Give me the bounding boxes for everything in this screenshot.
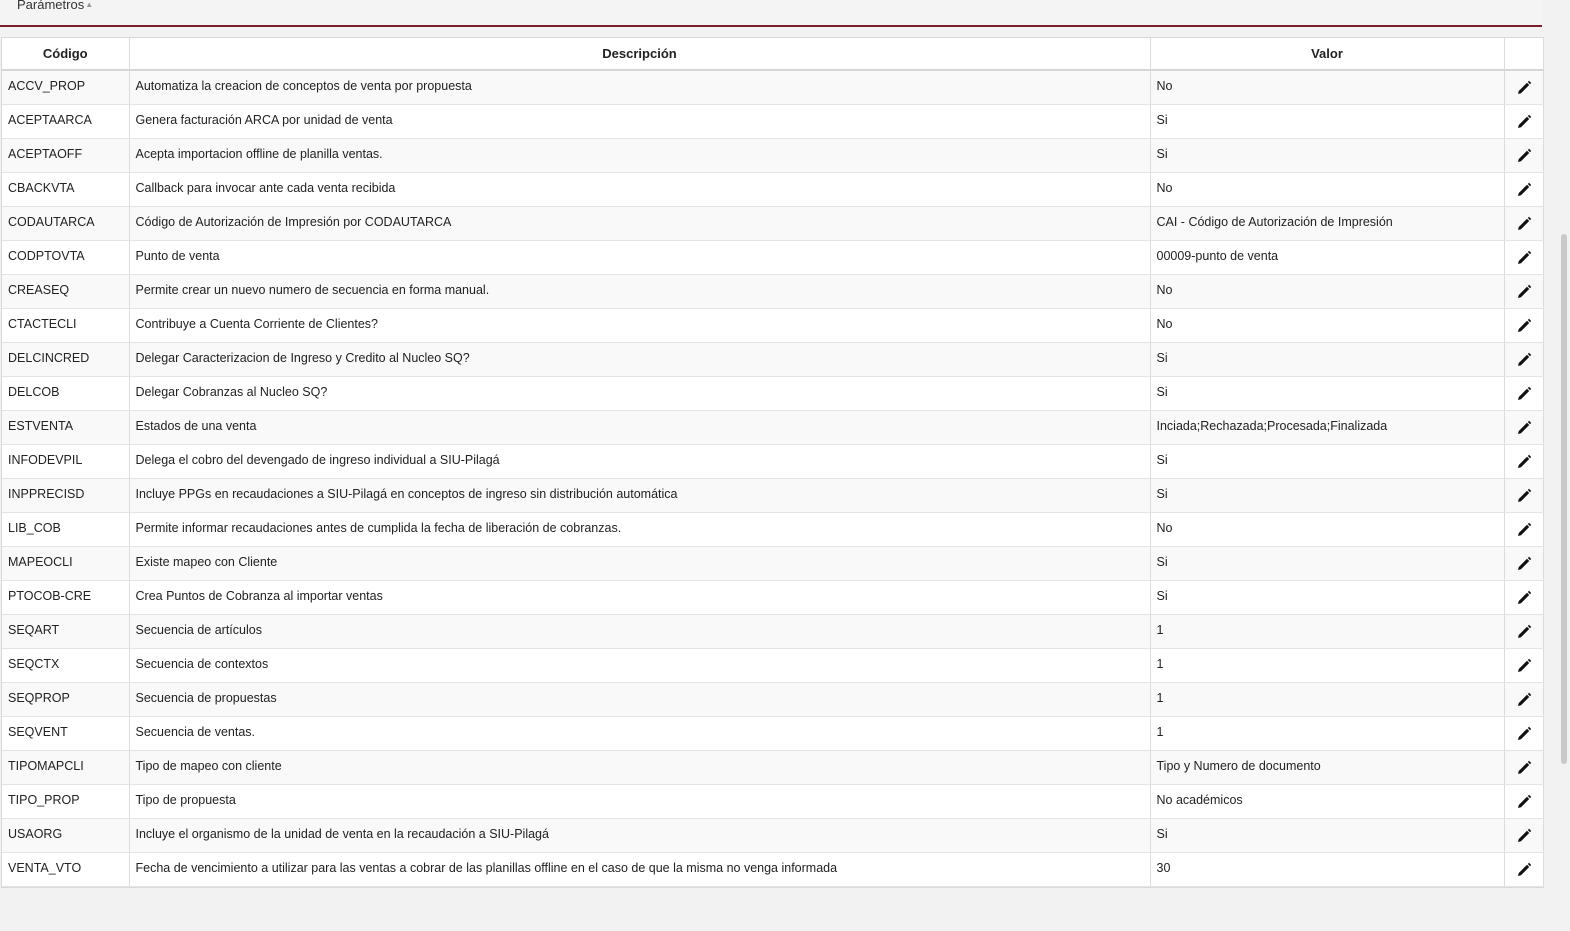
cell-actions [1504, 104, 1543, 138]
cell-descripcion: Genera facturación ARCA por unidad de venta [129, 104, 1150, 138]
cell-descripcion: Automatiza la creacion de conceptos de venta por propuesta [129, 70, 1150, 104]
edit-button[interactable] [1515, 624, 1533, 642]
panel-title-label: Parámetros [17, 0, 85, 12]
cell-actions [1504, 648, 1543, 682]
cell-valor: No [1150, 70, 1504, 104]
cell-valor: Si [1150, 104, 1504, 138]
pencil-icon [1516, 765, 1532, 779]
edit-button[interactable] [1515, 182, 1533, 200]
edit-button[interactable] [1515, 488, 1533, 506]
cell-valor: No [1150, 308, 1504, 342]
cell-descripcion: Secuencia de artículos [129, 614, 1150, 648]
cell-descripcion: Tipo de mapeo con cliente [129, 750, 1150, 784]
pencil-icon [1516, 731, 1532, 745]
cell-valor: Si [1150, 546, 1504, 580]
cell-actions [1504, 852, 1543, 886]
edit-button[interactable] [1515, 726, 1533, 744]
pencil-icon [1516, 459, 1532, 473]
cell-actions [1504, 614, 1543, 648]
cell-descripcion: Existe mapeo con Cliente [129, 546, 1150, 580]
cell-actions [1504, 138, 1543, 172]
table-row[interactable] [2, 206, 1543, 240]
edit-button[interactable] [1515, 216, 1533, 234]
parameters-table [2, 38, 1544, 887]
cell-valor: 30 [1150, 852, 1504, 886]
edit-button[interactable] [1515, 522, 1533, 540]
column-header-codigo[interactable]: Código [2, 38, 129, 70]
table-row[interactable] [2, 852, 1543, 886]
cell-codigo: DELCINCRED [2, 342, 129, 376]
cell-codigo: CREASEQ [2, 274, 129, 308]
cell-codigo: SEQPROP [2, 682, 129, 716]
cell-codigo: DELCOB [2, 376, 129, 410]
cell-codigo: INFODEVPIL [2, 444, 129, 478]
cell-valor: 1 [1150, 682, 1504, 716]
cell-actions [1504, 750, 1543, 784]
cell-descripcion: Crea Puntos de Cobranza al importar ventas [129, 580, 1150, 614]
pencil-icon [1516, 323, 1532, 337]
edit-button[interactable] [1515, 250, 1533, 268]
cell-actions [1504, 580, 1543, 614]
cell-descripcion: Incluye PPGs en recaudaciones a SIU-Pilagá en conceptos de ingreso sin distribución automática [129, 478, 1150, 512]
parameters-grid [1, 37, 1544, 888]
cell-actions [1504, 444, 1543, 478]
column-header-valor[interactable]: Valor [1150, 38, 1504, 70]
edit-button[interactable] [1515, 794, 1533, 812]
cell-descripcion: Estados de una venta [129, 410, 1150, 444]
pencil-icon [1516, 255, 1532, 269]
table-row[interactable] [2, 716, 1543, 750]
cell-actions [1504, 682, 1543, 716]
cell-codigo: VENTA_VTO [2, 852, 129, 886]
cell-descripcion: Contribuye a Cuenta Corriente de Clientes? [129, 308, 1150, 342]
cell-valor: No académicos [1150, 784, 1504, 818]
cell-codigo: TIPOMAPCLI [2, 750, 129, 784]
pencil-icon [1516, 697, 1532, 711]
cell-actions [1504, 70, 1543, 104]
cell-descripcion: Punto de venta [129, 240, 1150, 274]
cell-descripcion: Incluye el organismo de la unidad de venta en la recaudación a SIU-Pilagá [129, 818, 1150, 852]
table-row[interactable] [2, 410, 1543, 444]
table-row[interactable] [2, 682, 1543, 716]
table-row[interactable] [2, 750, 1543, 784]
cell-codigo: MAPEOCLI [2, 546, 129, 580]
cell-valor: Si [1150, 580, 1504, 614]
table-row[interactable] [2, 444, 1543, 478]
cell-actions [1504, 240, 1543, 274]
pencil-icon [1516, 595, 1532, 609]
cell-codigo: ACEPTAOFF [2, 138, 129, 172]
table-row[interactable] [2, 580, 1543, 614]
column-header-descripcion[interactable]: Descripción [129, 38, 1150, 70]
cell-valor: Si [1150, 138, 1504, 172]
edit-button[interactable] [1515, 692, 1533, 710]
table-row[interactable] [2, 240, 1543, 274]
pencil-icon [1516, 629, 1532, 643]
cell-codigo: SEQART [2, 614, 129, 648]
sort-caret-icon: ▲ [85, 0, 94, 9]
cell-codigo: ACCV_PROP [2, 70, 129, 104]
table-row[interactable] [2, 104, 1543, 138]
cell-actions [1504, 546, 1543, 580]
cell-descripcion: Secuencia de contextos [129, 648, 1150, 682]
edit-button[interactable] [1515, 556, 1533, 574]
edit-button[interactable] [1515, 760, 1533, 778]
panel-header [0, 0, 1542, 27]
cell-valor: 00009-punto de venta [1150, 240, 1504, 274]
column-header-actions [1504, 38, 1543, 70]
cell-actions [1504, 342, 1543, 376]
pencil-icon [1516, 187, 1532, 201]
cell-descripcion: Tipo de propuesta [129, 784, 1150, 818]
cell-valor: 1 [1150, 648, 1504, 682]
cell-valor: Si [1150, 478, 1504, 512]
cell-actions [1504, 410, 1543, 444]
panel-title[interactable] [17, 0, 93, 12]
cell-actions [1504, 818, 1543, 852]
cell-actions [1504, 172, 1543, 206]
cell-actions [1504, 478, 1543, 512]
table-row[interactable] [2, 274, 1543, 308]
cell-actions [1504, 376, 1543, 410]
cell-valor: Si [1150, 342, 1504, 376]
pencil-icon [1516, 561, 1532, 575]
edit-button[interactable] [1515, 862, 1533, 880]
pencil-icon [1516, 493, 1532, 507]
pencil-icon [1516, 85, 1532, 99]
edit-button[interactable] [1515, 590, 1533, 608]
pencil-icon [1516, 391, 1532, 405]
cell-valor: Tipo y Numero de documento [1150, 750, 1504, 784]
cell-actions [1504, 206, 1543, 240]
table-row[interactable] [2, 614, 1543, 648]
cell-descripcion: Código de Autorización de Impresión por CODAUTARCA [129, 206, 1150, 240]
table-row[interactable] [2, 784, 1543, 818]
cell-valor: Si [1150, 818, 1504, 852]
table-row[interactable] [2, 138, 1543, 172]
cell-codigo: CTACTECLI [2, 308, 129, 342]
table-row[interactable] [2, 308, 1543, 342]
cell-descripcion: Delegar Cobranzas al Nucleo SQ? [129, 376, 1150, 410]
table-row[interactable] [2, 172, 1543, 206]
edit-button[interactable] [1515, 318, 1533, 336]
pencil-icon [1516, 425, 1532, 439]
table-row[interactable] [2, 512, 1543, 546]
table-header-row [2, 38, 1543, 70]
cell-descripcion: Secuencia de propuestas [129, 682, 1150, 716]
cell-codigo: TIPO_PROP [2, 784, 129, 818]
cell-descripcion: Fecha de vencimiento a utilizar para las ventas a cobrar de las planillas offline en el caso de que la misma no venga informada [129, 852, 1150, 886]
cell-codigo: SEQVENT [2, 716, 129, 750]
cell-valor: CAI - Código de Autorización de Impresión [1150, 206, 1504, 240]
table-row[interactable] [2, 546, 1543, 580]
cell-valor: Inciada;Rechazada;Procesada;Finalizada [1150, 410, 1504, 444]
table-row[interactable] [2, 342, 1543, 376]
table-row[interactable] [2, 648, 1543, 682]
cell-codigo: CBACKVTA [2, 172, 129, 206]
pencil-icon [1516, 289, 1532, 303]
cell-codigo: CODPTOVTA [2, 240, 129, 274]
cell-valor: No [1150, 274, 1504, 308]
vertical-scrollbar[interactable] [1561, 234, 1567, 764]
cell-descripcion: Permite crear un nuevo numero de secuencia en forma manual. [129, 274, 1150, 308]
edit-button[interactable] [1515, 658, 1533, 676]
cell-codigo: LIB_COB [2, 512, 129, 546]
cell-valor: Si [1150, 444, 1504, 478]
cell-codigo: SEQCTX [2, 648, 129, 682]
pencil-icon [1516, 357, 1532, 371]
edit-button[interactable] [1515, 386, 1533, 404]
cell-actions [1504, 784, 1543, 818]
pencil-icon [1516, 221, 1532, 235]
edit-button[interactable] [1515, 352, 1533, 370]
cell-descripcion: Permite informar recaudaciones antes de cumplida la fecha de liberación de cobranzas. [129, 512, 1150, 546]
cell-actions [1504, 308, 1543, 342]
cell-actions [1504, 512, 1543, 546]
cell-codigo: CODAUTARCA [2, 206, 129, 240]
cell-codigo: ACEPTAARCA [2, 104, 129, 138]
cell-actions [1504, 716, 1543, 750]
edit-button[interactable] [1515, 114, 1533, 132]
cell-valor: No [1150, 172, 1504, 206]
table-row[interactable] [2, 478, 1543, 512]
cell-descripcion: Secuencia de ventas. [129, 716, 1150, 750]
cell-descripcion: Delegar Caracterizacion de Ingreso y Credito al Nucleo SQ? [129, 342, 1150, 376]
cell-codigo: INPPRECISD [2, 478, 129, 512]
edit-button[interactable] [1515, 828, 1533, 846]
cell-valor: Si [1150, 376, 1504, 410]
edit-button[interactable] [1515, 80, 1533, 98]
edit-button[interactable] [1515, 148, 1533, 166]
pencil-icon [1516, 153, 1532, 167]
pencil-icon [1516, 799, 1532, 813]
pencil-icon [1516, 527, 1532, 541]
cell-codigo: ESTVENTA [2, 410, 129, 444]
table-row[interactable] [2, 376, 1543, 410]
cell-descripcion: Acepta importacion offline de planilla ventas. [129, 138, 1150, 172]
edit-button[interactable] [1515, 454, 1533, 472]
edit-button[interactable] [1515, 284, 1533, 302]
pencil-icon [1516, 867, 1532, 881]
table-row[interactable] [2, 70, 1543, 104]
cell-valor: No [1150, 512, 1504, 546]
pencil-icon [1516, 663, 1532, 677]
cell-descripcion: Delega el cobro del devengado de ingreso individual a SIU-Pilagá [129, 444, 1150, 478]
edit-button[interactable] [1515, 420, 1533, 438]
pencil-icon [1516, 833, 1532, 847]
pencil-icon [1516, 119, 1532, 133]
cell-valor: 1 [1150, 716, 1504, 750]
cell-codigo: USAORG [2, 818, 129, 852]
cell-descripcion: Callback para invocar ante cada venta recibida [129, 172, 1150, 206]
table-row[interactable] [2, 818, 1543, 852]
cell-actions [1504, 274, 1543, 308]
cell-valor: 1 [1150, 614, 1504, 648]
cell-codigo: PTOCOB-CRE [2, 580, 129, 614]
